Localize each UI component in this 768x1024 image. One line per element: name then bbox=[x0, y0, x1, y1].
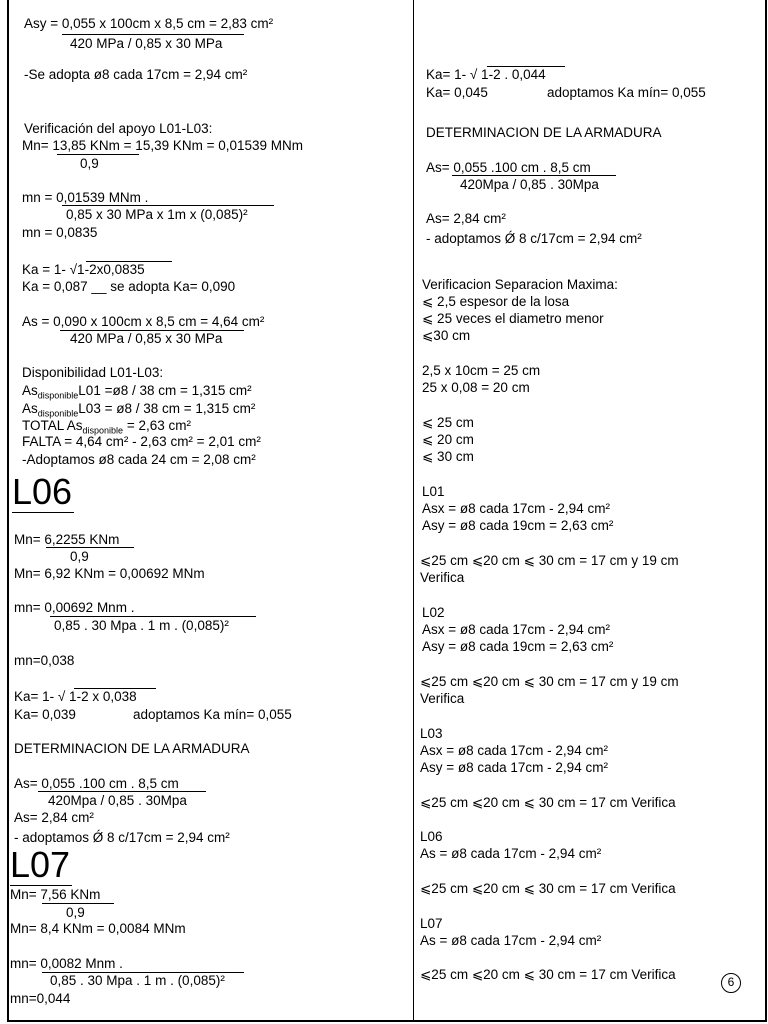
fraction-bar bbox=[62, 205, 274, 206]
r-l03-asx: Asx = ø8 cada 17cm - 2,94 cm² bbox=[420, 743, 608, 758]
ka-line-2: Ka = 0,087 __ se adopta Ka= 0,090 bbox=[22, 279, 236, 294]
fraction-bar bbox=[452, 175, 616, 176]
disponible-l01: $As_{disponible}L01$ =ø8 / 38 cm = 1,315 cm² bbox=[22, 383, 252, 401]
page-number-badge: 6 bbox=[721, 973, 741, 993]
r-l01-verifica: Verifica bbox=[420, 570, 465, 585]
l06-ka-adopt: adoptamos Ka mín= 0,055 bbox=[133, 707, 292, 722]
asy-denominator: 420 MPa / 0,85 x 30 MPa bbox=[70, 36, 223, 51]
sqrt-bar bbox=[74, 688, 156, 689]
adoptamos-line: -Adoptamos ø8 cada 24 cm = 2,08 cm² bbox=[22, 452, 256, 467]
adopta-line: -Se adopta ø8 cada 17cm = 2,94 cm² bbox=[24, 67, 248, 82]
l06-mn2-denominator: 0,85 . 30 Mpa . 1 m . (0,085)² bbox=[54, 618, 229, 633]
fraction-bar bbox=[42, 903, 114, 904]
r-l07-as: As = ø8 cada 17cm - 2,94 cm² bbox=[420, 933, 602, 948]
l06-ka-2: Ka= 0,039 bbox=[14, 707, 76, 722]
l06-determinacion: DETERMINACION DE LA ARMADURA bbox=[14, 741, 250, 756]
r-sep-2: ⩽ 25 veces el diametro menor bbox=[422, 311, 604, 326]
l06-ka-1: Ka= 1- √ 1-2 x 0,038 bbox=[14, 689, 137, 704]
fraction-bar bbox=[50, 616, 256, 617]
l06-mn: Mn= 6,2255 KNm bbox=[14, 532, 120, 547]
verificacion-title: Verificación del apoyo L01-L03: bbox=[24, 121, 213, 136]
r-sep-1: ⩽ 2,5 espesor de la losa bbox=[422, 294, 570, 309]
heading-underline bbox=[10, 885, 72, 886]
r-sep-title: Verificacion Separacion Maxima: bbox=[422, 277, 618, 292]
r-l03-asy: Asy = ø8 cada 17cm - 2,94 cm² bbox=[420, 760, 608, 775]
mn2-denominator: 0,85 x 30 MPa x 1m x (0,085)² bbox=[66, 207, 248, 222]
falta-line: FALTA = 4,64 cm² - 2,63 cm² = 2,01 cm² bbox=[22, 434, 261, 449]
ka-line-1: Ka = 1- √1-2x0,0835 bbox=[22, 262, 145, 277]
as-equation: As = 0,090 x 100cm x 8,5 cm = 4,64 cm² bbox=[22, 314, 265, 329]
r-lim-3: ⩽ 30 cm bbox=[422, 449, 474, 464]
l06-as-denominator: 420Mpa / 0,85 . 30Mpa bbox=[48, 793, 187, 808]
r-l06-as: As = ø8 cada 17cm - 2,94 cm² bbox=[420, 846, 602, 861]
r-as-denominator: 420Mpa / 0,85 . 30Mpa bbox=[460, 177, 599, 192]
l07-mn2-denominator: 0,85 . 30 Mpa . 1 m . (0,085)² bbox=[50, 973, 225, 988]
r-l02-heading: L02 bbox=[422, 605, 445, 620]
r-as-result: As= 2,84 cm² bbox=[426, 211, 506, 226]
r-l01-heading: L01 bbox=[422, 484, 445, 499]
as-denominator: 420 MPa / 0,85 x 30 MPa bbox=[70, 331, 223, 346]
fraction-bar bbox=[46, 547, 134, 548]
l07-mn-denominator: 0,9 bbox=[66, 905, 85, 920]
l06-as-result: As= 2,84 cm² bbox=[14, 810, 94, 825]
r-l02-asx: Asx = ø8 cada 17cm - 2,94 cm² bbox=[422, 622, 610, 637]
fraction-bar bbox=[38, 791, 206, 792]
r-sep-3: ⩽30 cm bbox=[422, 328, 471, 343]
l07-mn2-result: mn=0,044 bbox=[10, 991, 71, 1006]
r-l07-verification: ⩽25 cm ⩽20 cm ⩽ 30 cm = 17 cm Verifica bbox=[420, 967, 676, 982]
sqrt-bar bbox=[487, 66, 565, 67]
mn-equation: Mn= 13,85 KNm = 15,39 KNm = 0,01539 MNm bbox=[22, 138, 304, 153]
asy-equation: Asy = 0,055 x 100cm x 8,5 cm = 2,83 cm² bbox=[24, 16, 274, 31]
r-l01-asy: Asy = ø8 cada 19cm = 2,63 cm² bbox=[422, 518, 614, 533]
r-l03-verification: ⩽25 cm ⩽20 cm ⩽ 30 cm = 17 cm Verifica bbox=[420, 795, 676, 810]
fraction-bar bbox=[62, 34, 244, 35]
section-heading-l06: L06 bbox=[12, 471, 73, 512]
l06-adoptamos: - adoptamos Ǿ 8 c/17cm = 2,94 cm² bbox=[14, 830, 230, 845]
r-l02-verification: ⩽25 cm ⩽20 cm ⩽ 30 cm = 17 cm y 19 cm bbox=[420, 674, 679, 689]
r-calc-1: 2,5 x 10cm = 25 cm bbox=[422, 363, 541, 378]
section-heading-l07: L07 bbox=[10, 844, 71, 885]
l06-mn2-result: mn=0,038 bbox=[14, 653, 75, 668]
r-determinacion: DETERMINACION DE LA ARMADURA bbox=[426, 125, 662, 140]
r-l01-verification: ⩽25 cm ⩽20 cm ⩽ 30 cm = 17 cm y 19 cm bbox=[420, 553, 679, 568]
l06-mn-result: Mn= 6,92 KNm = 0,00692 MNm bbox=[14, 566, 205, 581]
r-l06-verification: ⩽25 cm ⩽20 cm ⩽ 30 cm = 17 cm Verifica bbox=[420, 881, 676, 896]
r-as: As= 0,055 .100 cm . 8,5 cm bbox=[426, 160, 591, 175]
l06-mn2: mn= 0,00692 Mnm . bbox=[14, 600, 135, 615]
r-ka-2: Ka= 0,045 bbox=[426, 85, 488, 100]
total-disponible: TOTAL $As_{disponible} = 2,63$ cm² bbox=[22, 418, 191, 436]
r-ka-adopt: adoptamos Ka mín= 0,055 bbox=[547, 85, 706, 100]
heading-underline bbox=[12, 512, 74, 513]
fraction-bar bbox=[57, 154, 139, 155]
r-l02-asy: Asy = ø8 cada 19cm = 2,63 cm² bbox=[422, 639, 614, 654]
l07-mn: Mn= 7,56 KNm bbox=[10, 887, 101, 902]
r-adoptamos: - adoptamos Ǿ 8 c/17cm = 2,94 cm² bbox=[426, 231, 642, 246]
r-lim-1: ⩽ 25 cm bbox=[422, 415, 474, 430]
l06-mn-denominator: 0,9 bbox=[70, 549, 89, 564]
mn2-equation: mn = 0,01539 MNm . bbox=[22, 190, 149, 205]
r-l02-verifica: Verifica bbox=[420, 691, 465, 706]
r-l07-heading: L07 bbox=[420, 916, 443, 931]
r-calc-2: 25 x 0,08 = 20 cm bbox=[422, 380, 530, 395]
disponible-l03: $As_{disponible}L03$ = ø8 / 38 cm = 1,315 cm² bbox=[22, 401, 256, 419]
r-l03-heading: L03 bbox=[420, 726, 443, 741]
sqrt-bar bbox=[86, 261, 172, 262]
mn-denominator: 0,9 bbox=[80, 156, 99, 171]
r-l06-heading: L06 bbox=[420, 829, 443, 844]
r-ka-1: Ka= 1- √ 1-2 . 0,044 bbox=[426, 67, 546, 82]
r-l01-asx: Asx = ø8 cada 17cm - 2,94 cm² bbox=[422, 501, 610, 516]
r-lim-2: ⩽ 20 cm bbox=[422, 432, 474, 447]
l07-mn-result: Mn= 8,4 KNm = 0,0084 MNm bbox=[10, 921, 186, 936]
l06-as: As= 0,055 .100 cm . 8,5 cm bbox=[14, 776, 179, 791]
mn2-result: mn = 0,0835 bbox=[22, 225, 98, 240]
l07-mn2: mn= 0,0082 Mnm . bbox=[10, 956, 123, 971]
column-divider bbox=[413, 0, 414, 1022]
disponibilidad-title: Disponibilidad L01-L03: bbox=[22, 365, 164, 380]
